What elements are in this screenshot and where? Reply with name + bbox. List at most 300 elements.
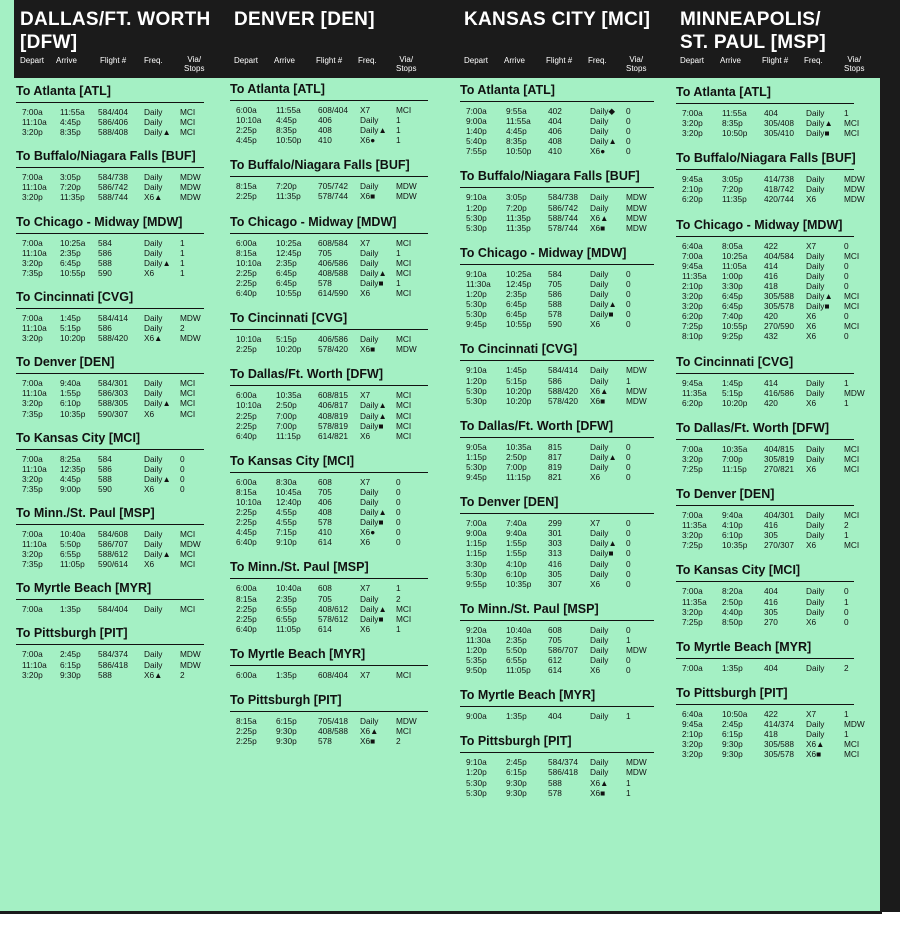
frequency: Daily bbox=[144, 649, 163, 660]
via-stops: 1 bbox=[844, 377, 849, 388]
flight-number: 608/404 bbox=[318, 105, 348, 115]
arrive-time: 2:50p bbox=[722, 596, 743, 607]
flight-number: 608/404 bbox=[318, 669, 348, 680]
flight-number: 422 bbox=[764, 240, 778, 251]
depart-time: 9:10a bbox=[466, 365, 487, 376]
via-stops: 2 bbox=[180, 669, 185, 680]
flight-row bbox=[676, 184, 870, 194]
right-border bbox=[880, 0, 900, 915]
flight-row bbox=[676, 510, 870, 520]
flight-number: 402 bbox=[548, 106, 562, 116]
arrive-time: 7:00p bbox=[276, 410, 297, 421]
flight-row bbox=[460, 376, 670, 386]
frequency: Daily bbox=[590, 192, 609, 203]
route-divider bbox=[676, 103, 854, 104]
flight-row bbox=[460, 396, 670, 406]
flight-row bbox=[460, 538, 670, 548]
arrive-time: 6:45p bbox=[506, 309, 527, 320]
arrive-time: 3:05p bbox=[506, 192, 527, 203]
flight-number: 590 bbox=[98, 267, 112, 278]
route-title: To Myrtle Beach [MYR] bbox=[230, 646, 366, 661]
frequency: Daily bbox=[590, 528, 609, 539]
route-title: To Cincinnati [CVG] bbox=[676, 354, 794, 369]
frequency: Daily▲ bbox=[360, 603, 387, 614]
flight-number: 420 bbox=[764, 397, 778, 408]
depart-time: 8:15a bbox=[236, 593, 257, 604]
frequency: X6▲ bbox=[590, 777, 609, 788]
route-section bbox=[16, 290, 220, 343]
flight-number: 614/821 bbox=[318, 430, 348, 441]
route-divider bbox=[460, 752, 654, 753]
flight-row bbox=[16, 670, 220, 680]
route-title: To Pittsburgh [PIT] bbox=[16, 626, 128, 641]
flight-row bbox=[230, 583, 444, 593]
depart-time: 7:25p bbox=[682, 321, 703, 332]
frequency: Daily◆ bbox=[590, 106, 615, 116]
via-stops: 1 bbox=[626, 711, 631, 722]
via-stops: MDW bbox=[626, 212, 647, 223]
flight-number: 301 bbox=[548, 528, 562, 539]
via-stops: 0 bbox=[180, 483, 185, 494]
flight-number: 705 bbox=[548, 278, 562, 289]
arrive-time: 10:25a bbox=[60, 237, 86, 248]
flight-number: 416 bbox=[764, 596, 778, 607]
frequency: Daily bbox=[360, 115, 379, 126]
flight-number: 404/584 bbox=[764, 250, 794, 261]
flight-row bbox=[676, 540, 870, 550]
via-stops: 1 bbox=[626, 777, 631, 788]
heading-via-stops: Via/ Stops bbox=[844, 55, 865, 73]
route-sections bbox=[460, 83, 670, 811]
depart-time: 8:15a bbox=[236, 486, 257, 497]
frequency: Daily bbox=[360, 486, 379, 497]
frequency: X6 bbox=[360, 430, 371, 441]
frequency: X7 bbox=[806, 708, 817, 719]
flight-number: 588 bbox=[98, 473, 112, 484]
depart-time: 6:00a bbox=[236, 390, 257, 401]
via-stops: 0 bbox=[626, 518, 631, 529]
arrive-time: 1:55p bbox=[506, 538, 527, 549]
arrive-time: 10:55p bbox=[722, 321, 748, 332]
route-divider bbox=[230, 472, 428, 473]
route-title: To Buffalo/Niagara Falls [BUF] bbox=[460, 169, 640, 184]
flight-number: 408/612 bbox=[318, 603, 348, 614]
column-msp bbox=[676, 0, 880, 760]
route-divider bbox=[230, 578, 428, 579]
via-stops: 0 bbox=[844, 586, 849, 597]
frequency: Daily bbox=[590, 655, 609, 666]
flight-number: 404/815 bbox=[764, 443, 794, 454]
heading-flight: Flight # bbox=[762, 56, 789, 65]
via-stops: 0 bbox=[180, 473, 185, 484]
via-stops: 1 bbox=[396, 135, 401, 146]
via-stops: MCI bbox=[396, 420, 412, 431]
via-stops: MDW bbox=[180, 659, 201, 670]
depart-time: 11:30a bbox=[466, 634, 491, 645]
arrive-time: 3:30p bbox=[722, 280, 743, 291]
flight-row bbox=[230, 135, 444, 145]
depart-time: 9:10a bbox=[466, 268, 487, 279]
route-divider bbox=[16, 102, 204, 103]
flight-row bbox=[676, 464, 870, 474]
arrive-time: 11:55a bbox=[60, 107, 85, 117]
route-sections bbox=[16, 84, 220, 692]
via-stops: 0 bbox=[844, 311, 849, 322]
flight-row bbox=[460, 279, 670, 289]
depart-time: 5:30p bbox=[466, 461, 487, 472]
flight-number: 590 bbox=[98, 483, 112, 494]
route-title: To Kansas City [MCI] bbox=[16, 430, 141, 445]
via-stops: 2 bbox=[844, 520, 849, 531]
frequency: Daily bbox=[806, 108, 825, 118]
arrive-time: 1:35p bbox=[60, 604, 81, 615]
depart-time: 9:55p bbox=[466, 578, 487, 589]
flight-row bbox=[676, 301, 870, 311]
frequency: Daily■ bbox=[360, 277, 384, 288]
arrive-time: 10:50p bbox=[722, 128, 748, 139]
heading-freq: Freq. bbox=[804, 56, 823, 65]
via-stops: 0 bbox=[844, 240, 849, 251]
frequency: Daily bbox=[590, 757, 609, 768]
arrive-time: 10:40a bbox=[60, 528, 86, 539]
frequency: Daily bbox=[806, 453, 825, 464]
flight-number: 406 bbox=[318, 115, 332, 126]
frequency: X6● bbox=[590, 146, 606, 157]
flight-number: 404 bbox=[764, 108, 778, 118]
flight-row bbox=[230, 716, 444, 726]
heading-flight: Flight # bbox=[546, 56, 573, 65]
arrive-time: 10:35a bbox=[506, 441, 532, 452]
route-section bbox=[460, 246, 670, 330]
depart-time: 5:30p bbox=[466, 222, 487, 233]
arrive-time: 2:35p bbox=[60, 247, 81, 258]
route-section bbox=[460, 83, 670, 156]
flight-row bbox=[676, 281, 870, 291]
depart-time: 6:40p bbox=[236, 537, 257, 548]
depart-time: 4:45p bbox=[236, 527, 257, 538]
frequency: Daily bbox=[590, 278, 609, 289]
flight-number: 584/301 bbox=[98, 378, 128, 389]
flight-number: 404/301 bbox=[764, 510, 794, 521]
frequency: Daily bbox=[806, 377, 825, 388]
via-stops: 1 bbox=[626, 375, 631, 386]
flight-row bbox=[676, 251, 870, 261]
flight-row bbox=[16, 559, 220, 569]
via-stops: 0 bbox=[844, 270, 849, 281]
flight-number: 305/588 bbox=[764, 291, 794, 302]
frequency: Daily▲ bbox=[144, 473, 171, 484]
flight-row bbox=[676, 729, 870, 739]
flight-number: 270/307 bbox=[764, 540, 794, 551]
via-stops: MCI bbox=[180, 107, 196, 117]
flight-row bbox=[230, 105, 444, 115]
via-stops: MDW bbox=[844, 194, 865, 205]
flight-row bbox=[676, 749, 870, 759]
depart-time: 1:20p bbox=[466, 375, 487, 386]
frequency: Daily bbox=[144, 659, 163, 670]
via-stops: MDW bbox=[844, 174, 865, 185]
flight-row bbox=[676, 398, 870, 408]
arrive-time: 8:30a bbox=[276, 476, 297, 487]
flight-row bbox=[676, 454, 870, 464]
via-stops: 0 bbox=[626, 528, 631, 539]
frequency: Daily bbox=[144, 172, 163, 183]
frequency: X7 bbox=[360, 237, 371, 248]
depart-time: 5:35p bbox=[466, 655, 487, 666]
flight-number: 578 bbox=[318, 517, 332, 528]
via-stops: 0 bbox=[626, 558, 631, 569]
flight-row bbox=[16, 268, 220, 278]
depart-time: 7:00a bbox=[22, 604, 43, 615]
arrive-time: 7:40a bbox=[506, 518, 527, 529]
frequency: X7 bbox=[360, 583, 371, 594]
depart-time: 8:15a bbox=[236, 247, 257, 258]
arrive-time: 8:35p bbox=[60, 127, 81, 138]
via-stops: MDW bbox=[396, 716, 417, 726]
route-section bbox=[16, 626, 220, 679]
route-title: To Myrtle Beach [MYR] bbox=[16, 581, 152, 596]
via-stops: 0 bbox=[626, 146, 631, 157]
arrive-time: 10:20p bbox=[276, 344, 302, 355]
arrive-time: 9:30p bbox=[506, 777, 527, 788]
arrive-time: 4:55p bbox=[276, 507, 297, 518]
flight-row bbox=[16, 529, 220, 539]
route-title: To Minn./St. Paul [MSP] bbox=[230, 560, 369, 575]
flight-number: 578/819 bbox=[318, 420, 348, 431]
flight-row bbox=[230, 517, 444, 527]
flight-row bbox=[230, 421, 444, 431]
flight-row bbox=[460, 559, 670, 569]
flight-number: 404 bbox=[548, 711, 562, 722]
flight-number: 588/420 bbox=[548, 385, 578, 396]
flight-number: 305/588 bbox=[764, 739, 794, 750]
frequency: Daily▲ bbox=[360, 267, 387, 278]
frequency: Daily bbox=[806, 520, 825, 531]
frequency: X6 bbox=[144, 267, 155, 278]
arrive-time: 10:20p bbox=[506, 395, 532, 406]
via-stops: MDW bbox=[626, 365, 647, 376]
flight-number: 819 bbox=[548, 461, 562, 472]
flight-number: 584/608 bbox=[98, 528, 128, 539]
flight-number: 416 bbox=[764, 270, 778, 281]
flight-number: 408/588 bbox=[318, 726, 348, 737]
flight-row bbox=[230, 238, 444, 248]
flight-row bbox=[16, 182, 220, 192]
flight-number: 404 bbox=[764, 662, 778, 673]
depart-time: 1:20p bbox=[466, 767, 487, 778]
flight-number: 588 bbox=[548, 777, 562, 788]
flight-row bbox=[460, 462, 670, 472]
flight-number: 418 bbox=[764, 729, 778, 740]
route-divider bbox=[460, 101, 654, 102]
flight-row bbox=[676, 108, 870, 118]
frequency: Daily■ bbox=[360, 517, 384, 528]
flight-row bbox=[460, 309, 670, 319]
frequency: Daily▲ bbox=[360, 125, 387, 136]
frequency: Daily bbox=[806, 586, 825, 597]
depart-time: 6:00a bbox=[236, 237, 257, 248]
flight-row bbox=[230, 125, 444, 135]
depart-time: 6:20p bbox=[682, 194, 703, 205]
flight-row bbox=[676, 271, 870, 281]
route-divider bbox=[676, 169, 854, 170]
flight-row bbox=[16, 172, 220, 182]
route-title: To Buffalo/Niagara Falls [BUF] bbox=[230, 158, 410, 173]
via-stops: 1 bbox=[180, 247, 185, 258]
via-stops: MCI bbox=[396, 669, 412, 680]
flight-row bbox=[230, 726, 444, 736]
via-stops: 0 bbox=[626, 451, 631, 462]
via-stops: MCI bbox=[844, 463, 860, 474]
frequency: X6▲ bbox=[806, 739, 825, 750]
flight-number: 815 bbox=[548, 441, 562, 452]
depart-time: 3:20p bbox=[22, 398, 43, 409]
depart-time: 7:00a bbox=[22, 378, 43, 389]
depart-time: 6:20p bbox=[682, 311, 703, 322]
arrive-time: 1:45p bbox=[722, 377, 743, 388]
depart-time: 2:25p bbox=[236, 344, 257, 355]
arrive-time: 10:55p bbox=[276, 288, 302, 299]
heading-flight: Flight # bbox=[316, 56, 343, 65]
flight-number: 588/305 bbox=[98, 398, 128, 409]
flight-number: 420 bbox=[764, 311, 778, 322]
arrive-time: 10:55p bbox=[506, 319, 532, 330]
heading-flight: Flight # bbox=[100, 56, 127, 65]
via-stops: MCI bbox=[396, 237, 412, 248]
arrive-time: 10:55p bbox=[60, 267, 86, 278]
route-divider bbox=[230, 100, 428, 101]
via-stops: 0 bbox=[396, 496, 401, 507]
arrive-time: 10:25a bbox=[276, 237, 302, 248]
arrive-time: 11:05p bbox=[506, 665, 531, 676]
route-divider bbox=[16, 308, 204, 309]
via-stops: 1 bbox=[180, 237, 185, 248]
frequency: Daily bbox=[806, 260, 825, 271]
depart-time: 1:20p bbox=[466, 289, 487, 300]
via-stops: MCI bbox=[180, 378, 196, 389]
via-stops: MCI bbox=[396, 334, 412, 345]
depart-time: 11:10a bbox=[22, 117, 47, 128]
frequency: X6▲ bbox=[144, 192, 163, 203]
depart-time: 11:30a bbox=[466, 278, 491, 289]
arrive-time: 4:45p bbox=[276, 115, 297, 126]
flight-row bbox=[16, 474, 220, 484]
frequency: X6 bbox=[806, 194, 817, 205]
route-section bbox=[16, 215, 220, 278]
via-stops: 0 bbox=[626, 538, 631, 549]
route-title: To Atlanta [ATL] bbox=[230, 82, 325, 96]
frequency: X6 bbox=[590, 319, 601, 330]
via-stops: MCI bbox=[396, 105, 412, 115]
depart-time: 11:35a bbox=[682, 387, 707, 398]
via-stops: MCI bbox=[844, 510, 860, 521]
arrive-time: 9:55a bbox=[506, 106, 527, 116]
frequency: X6■ bbox=[360, 344, 376, 355]
flight-number: 584 bbox=[548, 268, 562, 279]
flight-row bbox=[230, 624, 444, 634]
flight-number: 586 bbox=[98, 323, 112, 334]
via-stops: 1 bbox=[396, 277, 401, 288]
route-divider bbox=[460, 513, 654, 514]
frequency: Daily▲ bbox=[144, 127, 171, 138]
arrive-time: 8:25a bbox=[60, 453, 81, 464]
route-section bbox=[230, 367, 444, 440]
arrive-time: 6:10p bbox=[506, 568, 527, 579]
heading-depart: Depart bbox=[20, 56, 45, 65]
depart-time: 3:20p bbox=[682, 301, 703, 312]
flight-row bbox=[16, 333, 220, 343]
flight-row bbox=[230, 477, 444, 487]
heading-via-stops: Via/ Stops bbox=[396, 55, 417, 73]
route-title: To Dallas/Ft. Worth [DFW] bbox=[676, 420, 829, 435]
arrive-time: 11:35p bbox=[60, 192, 85, 203]
via-stops: MCI bbox=[396, 400, 412, 411]
via-stops: MDW bbox=[844, 719, 865, 729]
depart-time: 7:35p bbox=[22, 408, 43, 419]
frequency: Daily▲ bbox=[360, 507, 387, 518]
frequency: Daily▲ bbox=[360, 400, 387, 411]
depart-time: 9:45p bbox=[466, 472, 487, 483]
route-title: To Myrtle Beach [MYR] bbox=[676, 639, 812, 654]
flight-row bbox=[676, 709, 870, 719]
via-stops: 0 bbox=[396, 517, 401, 528]
depart-time: 9:10a bbox=[466, 757, 487, 768]
via-stops: MCI bbox=[396, 257, 412, 268]
via-stops: MCI bbox=[844, 443, 860, 454]
depart-time: 1:15p bbox=[466, 538, 487, 549]
frequency: Daily▲ bbox=[806, 118, 833, 129]
flight-row bbox=[230, 288, 444, 298]
frequency: Daily bbox=[590, 558, 609, 569]
flight-number: 586 bbox=[98, 463, 112, 474]
column-title: MINNEAPOLIS/ ST. PAUL [MSP] bbox=[680, 9, 827, 53]
depart-time: 11:35a bbox=[682, 596, 707, 607]
route-divider bbox=[460, 437, 654, 438]
arrive-time: 11:55a bbox=[722, 108, 747, 118]
depart-time: 3:20p bbox=[22, 549, 43, 560]
frequency: X6▲ bbox=[144, 669, 163, 680]
flight-row bbox=[460, 645, 670, 655]
flight-number: 588/744 bbox=[548, 212, 578, 223]
arrive-time: 9:00p bbox=[60, 483, 81, 494]
arrive-time: 8:50p bbox=[722, 616, 743, 627]
frequency: Daily bbox=[590, 711, 609, 722]
flight-number: 406/817 bbox=[318, 400, 348, 411]
flight-number: 408/588 bbox=[318, 267, 348, 278]
depart-time: 1:20p bbox=[466, 202, 487, 213]
flight-row bbox=[16, 454, 220, 464]
frequency: Daily bbox=[144, 378, 163, 389]
arrive-time: 6:45p bbox=[276, 277, 297, 288]
arrive-time: 6:45p bbox=[506, 299, 527, 310]
arrive-time: 11:35p bbox=[276, 191, 301, 202]
route-section bbox=[16, 581, 220, 614]
flight-row bbox=[676, 118, 870, 128]
arrive-time: 10:35a bbox=[722, 443, 748, 454]
flight-row bbox=[460, 757, 670, 767]
arrive-time: 10:35p bbox=[722, 540, 748, 551]
route-divider bbox=[676, 236, 854, 237]
frequency: X6 bbox=[144, 559, 155, 570]
flight-row bbox=[230, 390, 444, 400]
arrive-time: 7:15p bbox=[276, 527, 297, 538]
route-title: To Chicago - Midway [MDW] bbox=[676, 217, 843, 232]
via-stops: MDW bbox=[180, 192, 201, 203]
frequency: Daily▲ bbox=[144, 257, 171, 268]
flight-number: 414/374 bbox=[764, 719, 794, 729]
flight-row bbox=[16, 248, 220, 258]
flight-number: 406 bbox=[318, 496, 332, 507]
